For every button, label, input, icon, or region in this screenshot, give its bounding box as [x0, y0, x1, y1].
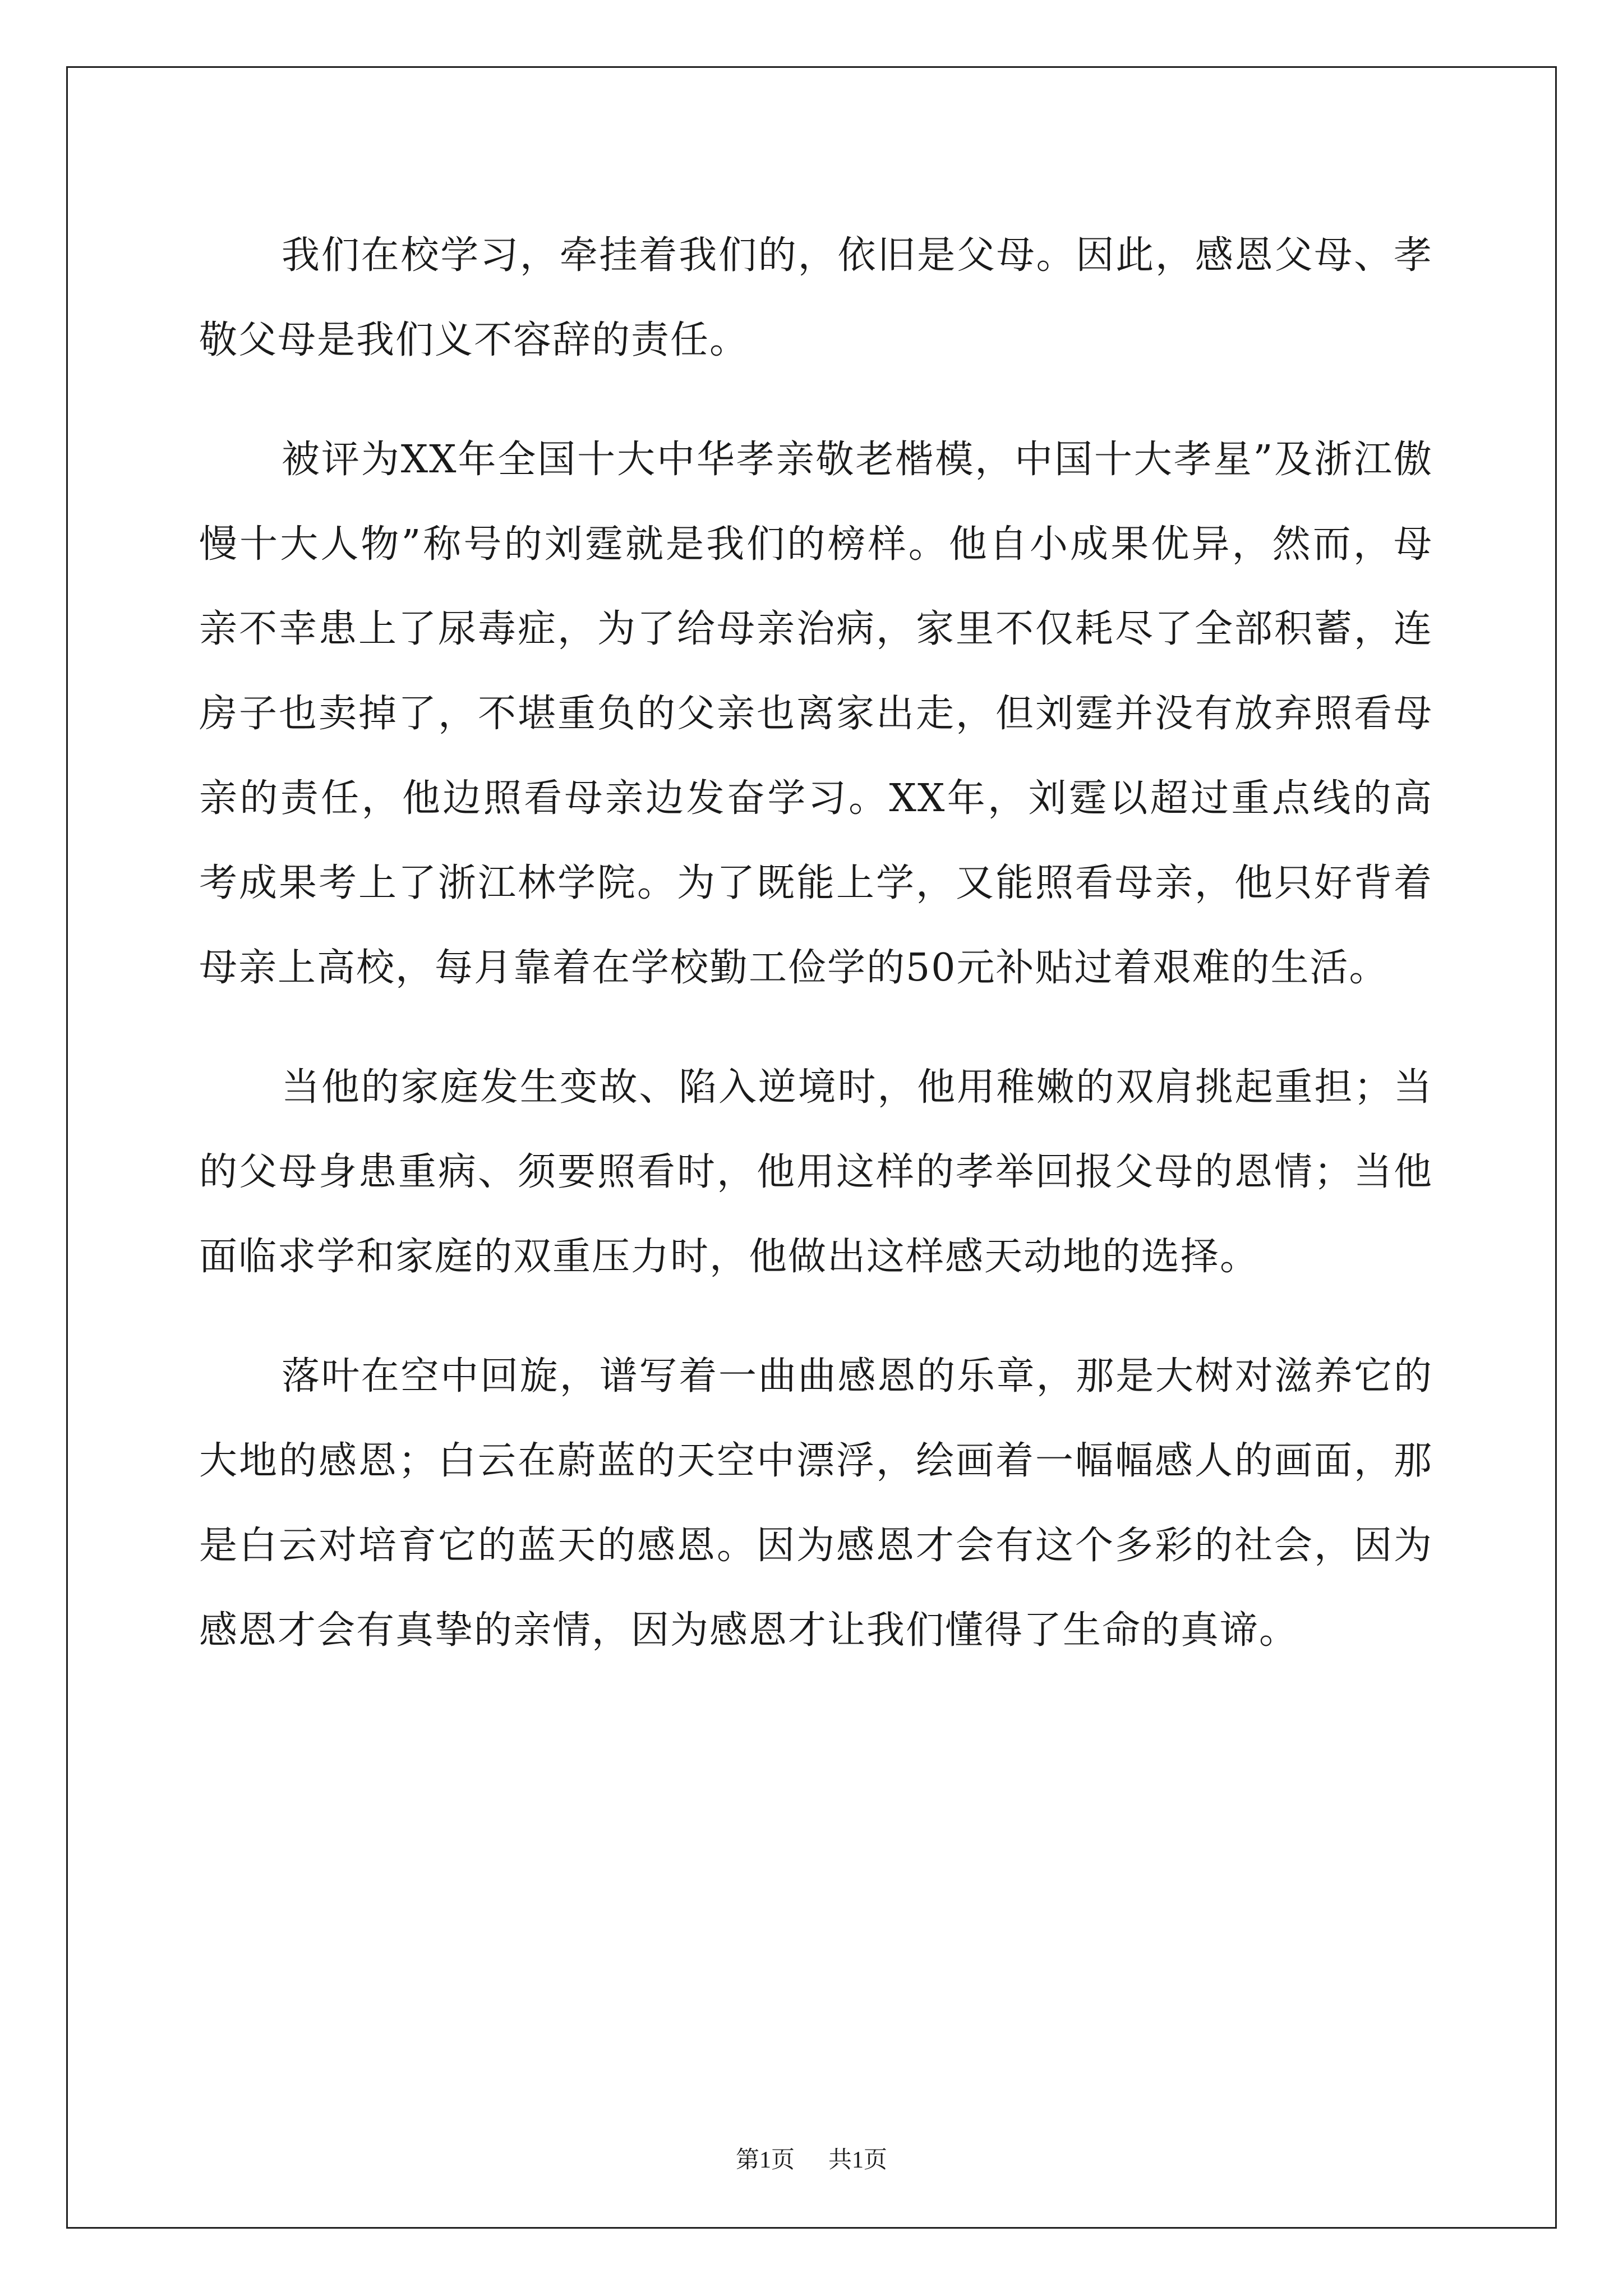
paragraph: 我们在校学习，牵挂着我们的，依旧是父母。因此，感恩父母、孝敬父母是我们义不容辞的责任。 — [199, 233, 1433, 362]
paragraph: 落叶在空中回旋，谱写着一曲曲感恩的乐章，那是大树对滋养它的大地的感恩；白云在蔚蓝的天空中漂浮，绘画着一幅幅感人的画面，那是白云对培育它的蓝天的感恩。因为感恩才会有这个多彩的社会，因为感恩才会有真挚的亲情，因为感恩才让我们懂得了生命的真谛。 — [199, 1354, 1433, 1653]
page-footer — [0, 2141, 1623, 2175]
document-body — [199, 213, 1433, 1708]
paragraph: 当他的家庭发生变故、陷入逆境时，他用稚嫩的双肩挑起重担；当的父母身患重病、须要照看时，他用这样的孝举回报父母的恩情；当他面临求学和家庭的双重压力时，他做出这样感天动地的选择。 — [199, 1065, 1433, 1279]
page-number: 第1页 — [735, 2147, 795, 2173]
page-total: 共1页 — [828, 2147, 888, 2173]
paragraph: 被评为XX年全国十大中华孝亲敬老楷模，中国十大孝星”及浙江傲慢十大人物”称号的刘霆就是我们的榜样。他自小成果优异，然而，母亲不幸患上了尿毒症，为了给母亲治病，家里不仅耗尽了全部积蓄，连房子也卖掉了，不堪重负的父亲也离家出走，但刘霆并没有放弃照看母亲的责任，他边照看母亲边发奋学习。XX年，刘霆以超过重点线的高考成果考上了浙江林学院。为了既能上学，又能照看母亲，他只好背着母亲上高校，每月靠着在学校勤工俭学的50元补贴过着艰难的生活。 — [199, 438, 1433, 990]
